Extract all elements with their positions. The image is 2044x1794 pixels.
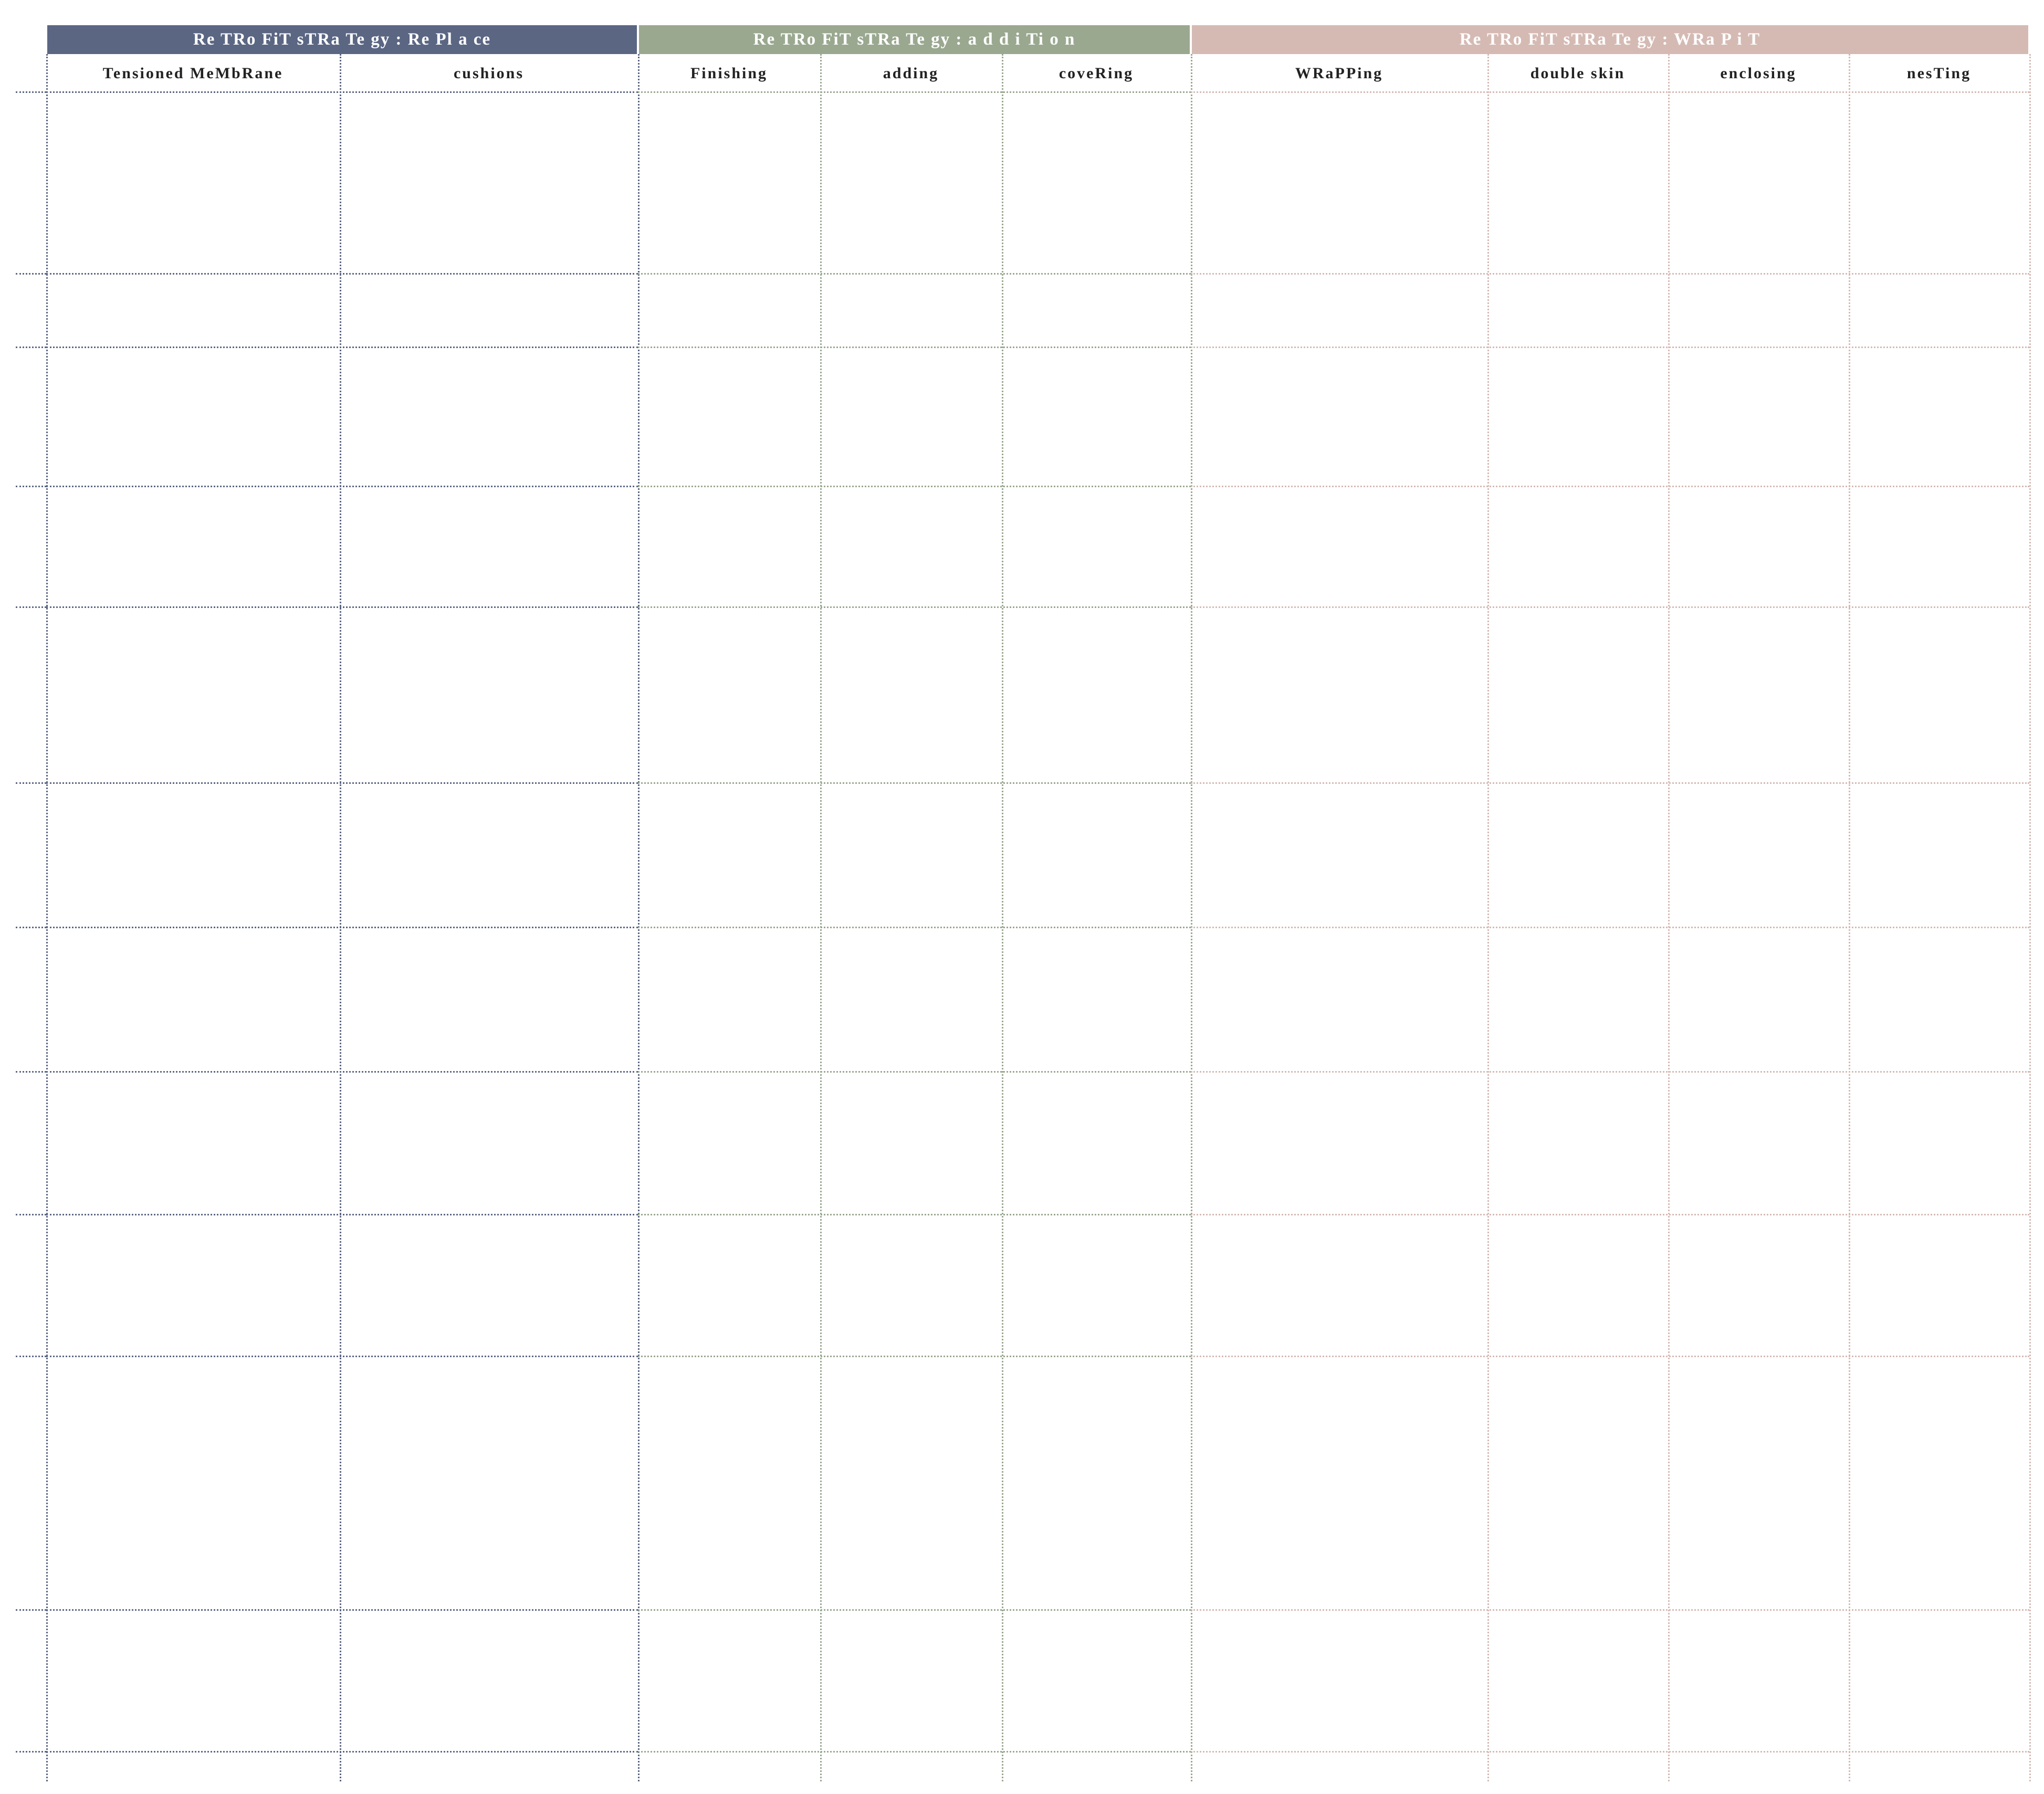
column-header: cushions — [453, 65, 525, 82]
row-label — [0, 1214, 45, 1356]
table-cell — [1191, 1214, 1487, 1356]
table-cell — [820, 273, 1002, 347]
row-divider — [16, 1751, 46, 1753]
column-header: double skin — [1530, 65, 1626, 82]
table-cell — [820, 1071, 1002, 1214]
column-header: Tensioned MeMbRane — [102, 65, 284, 82]
table-cell — [1191, 1071, 1487, 1214]
table-cell — [1191, 273, 1487, 347]
table-cell — [1849, 1214, 2029, 1356]
row-divider — [46, 1751, 638, 1753]
row-divider — [638, 91, 1191, 93]
table-cell — [1487, 1071, 1668, 1214]
strategy-header: Re TRo FiT sTRa Te gy : Re Pl a ce — [47, 25, 637, 54]
table-cell — [1002, 927, 1191, 1071]
row-label — [0, 606, 45, 782]
table-cell — [820, 606, 1002, 782]
table-cell — [340, 486, 638, 606]
table-cell — [1487, 273, 1668, 347]
table-cell — [1191, 486, 1487, 606]
table-cell — [1487, 927, 1668, 1071]
table-cell — [638, 1071, 820, 1214]
table-cell — [46, 273, 340, 347]
table-cell — [1191, 606, 1487, 782]
table-cell — [340, 782, 638, 927]
table-cell — [1487, 1214, 1668, 1356]
column-header: adding — [883, 65, 939, 82]
table-cell — [340, 347, 638, 486]
row-label — [0, 486, 45, 606]
row-divider — [1191, 1356, 2029, 1357]
row-divider — [16, 91, 46, 93]
row-label — [0, 1609, 45, 1751]
row-divider — [1191, 91, 2029, 93]
table-cell — [1487, 606, 1668, 782]
row-divider — [1191, 1751, 2029, 1753]
table-cell — [1191, 927, 1487, 1071]
table-cell — [1849, 927, 2029, 1071]
table-cell — [1849, 486, 2029, 606]
table-cell — [820, 782, 1002, 927]
row-divider — [638, 1751, 1191, 1753]
table-cell — [340, 1071, 638, 1214]
table-cell — [1849, 606, 2029, 782]
table-cell — [638, 606, 820, 782]
table-cell — [1487, 486, 1668, 606]
table-cell — [46, 347, 340, 486]
table-cell — [1668, 273, 1849, 347]
table-cell — [820, 1214, 1002, 1356]
table-cell — [1849, 782, 2029, 927]
table-cell — [638, 486, 820, 606]
column-header: WRaPPing — [1295, 65, 1383, 82]
strategy-header: Re TRo FiT sTRa Te gy : WRa P i T — [1192, 25, 2028, 54]
table-cell — [1002, 782, 1191, 927]
table-cell — [340, 606, 638, 782]
row-label — [0, 782, 45, 927]
table-cell — [1668, 347, 1849, 486]
table-cell — [1668, 1071, 1849, 1214]
table-cell — [638, 1214, 820, 1356]
row-divider — [638, 1609, 1191, 1611]
row-label — [0, 1071, 45, 1214]
table-cell — [1191, 347, 1487, 486]
table-cell — [1849, 347, 2029, 486]
column-header: enclosing — [1720, 65, 1797, 82]
table-cell — [340, 273, 638, 347]
table-cell — [1002, 606, 1191, 782]
row-divider — [46, 1356, 638, 1357]
table-cell — [46, 486, 340, 606]
row-divider — [1191, 1609, 2029, 1611]
table-cell — [1849, 1071, 2029, 1214]
table-cell — [1191, 782, 1487, 927]
table-cell — [1849, 273, 2029, 347]
table-cell — [638, 782, 820, 927]
table-cell — [1487, 347, 1668, 486]
table-cell — [638, 273, 820, 347]
table-cell — [1002, 347, 1191, 486]
table-cell — [46, 1214, 340, 1356]
table-cell — [1668, 486, 1849, 606]
table-cell — [1487, 782, 1668, 927]
table-cell — [820, 347, 1002, 486]
table-cell — [46, 606, 340, 782]
table-cell — [1002, 1071, 1191, 1214]
table-cell — [340, 927, 638, 1071]
table-cell — [1002, 486, 1191, 606]
column-header: coveRing — [1058, 65, 1134, 82]
column-header: Finishing — [690, 65, 768, 82]
strategy-header: Re TRo FiT sTRa Te gy : a d d i Ti o n — [639, 25, 1190, 54]
table-cell — [1002, 273, 1191, 347]
table-cell — [1668, 606, 1849, 782]
table-cell — [820, 927, 1002, 1071]
row-label — [0, 273, 45, 347]
row-label — [0, 1356, 45, 1609]
table-cell — [1668, 1214, 1849, 1356]
row-label — [0, 347, 45, 486]
table-cell — [638, 347, 820, 486]
column-header: nesTing — [1906, 65, 1972, 82]
table-cell — [46, 927, 340, 1071]
table-cell — [820, 486, 1002, 606]
row-label — [0, 927, 45, 1071]
table-cell — [46, 1071, 340, 1214]
table-cell — [1668, 782, 1849, 927]
table-cell — [340, 1214, 638, 1356]
row-divider — [638, 1356, 1191, 1357]
row-divider — [46, 1609, 638, 1611]
table-cell — [1668, 927, 1849, 1071]
column-divider — [2029, 54, 2031, 1781]
table-cell — [46, 782, 340, 927]
row-divider — [46, 91, 638, 93]
table-cell — [638, 927, 820, 1071]
table-cell — [1002, 1214, 1191, 1356]
